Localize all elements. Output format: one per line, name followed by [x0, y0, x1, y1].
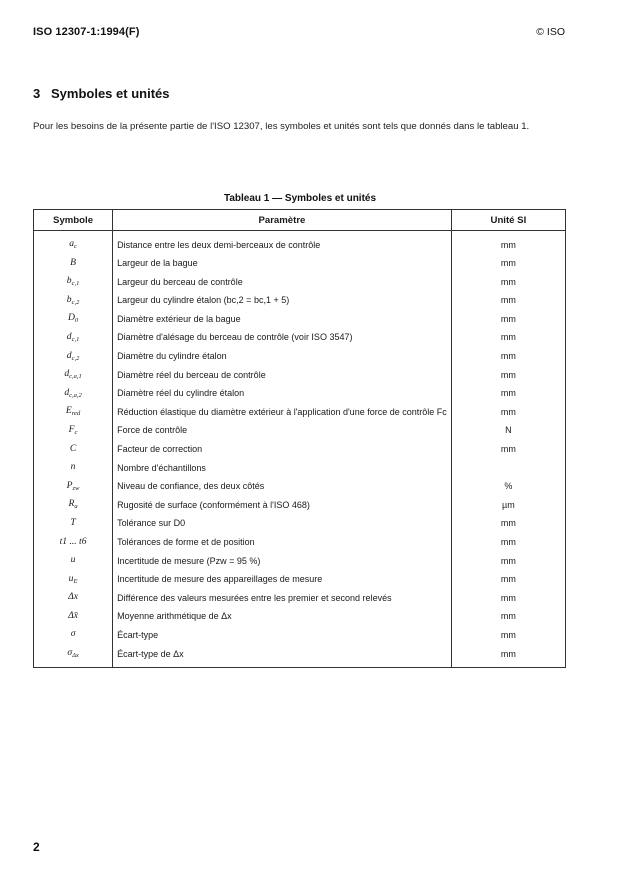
unit-cell: mm	[451, 348, 565, 367]
symbol-cell	[34, 231, 113, 255]
symbol-text: C	[69, 442, 77, 454]
symbol-subscript: c,a,2	[69, 391, 82, 399]
symbol-text: u	[68, 572, 74, 584]
symbol-text: n	[70, 461, 76, 473]
table-row	[34, 329, 566, 348]
parameter-cell: Incertitude de mesure des appareillages de mesure	[113, 571, 452, 590]
symbol-text: R	[68, 498, 75, 510]
table-row	[34, 589, 566, 608]
table-caption: Tableau 1 — Symboles et unités	[223, 193, 377, 204]
header-symbol: Symbole	[34, 210, 113, 231]
table-row	[34, 255, 566, 274]
page-number: 2	[33, 840, 40, 854]
unit-cell: mm	[451, 571, 565, 590]
unit-cell: mm	[451, 552, 565, 571]
parameter-cell: Largeur du berceau de contrôle	[113, 273, 452, 292]
unit-cell: mm	[451, 589, 565, 608]
table-row	[34, 310, 566, 329]
symbol-cell	[34, 403, 113, 422]
symbol-text: E	[65, 405, 72, 417]
copyright-mark: © ISO	[536, 26, 565, 38]
symbol-text: a	[69, 238, 74, 249]
symbol-cell	[34, 385, 113, 404]
section-title: Symboles et unités	[51, 86, 170, 101]
unit-cell: mm	[451, 292, 565, 311]
table-row	[34, 534, 566, 553]
symbol-subscript: c	[74, 243, 77, 250]
section-number: 3	[33, 86, 41, 101]
symbol-text: d	[66, 349, 72, 361]
table-row	[34, 496, 566, 515]
unit-cell: mm	[451, 645, 565, 667]
unit-cell: %	[451, 478, 565, 497]
symbol-text: P	[66, 479, 73, 491]
unit-cell: mm	[451, 366, 565, 385]
table-row	[34, 366, 566, 385]
symbol-subscript: c,1	[71, 335, 80, 343]
symbol-cell	[34, 478, 113, 497]
unit-cell: mm	[451, 273, 565, 292]
symbol-subscript: c,2	[71, 354, 80, 362]
symbol-cell	[34, 348, 113, 367]
symbol-text: d	[64, 368, 70, 380]
table-row	[34, 403, 566, 422]
header-parameter: Paramètre	[113, 210, 452, 231]
symbol-text: D	[67, 312, 75, 324]
parameter-cell: Incertitude de mesure (Pzw = 95 %)	[113, 552, 452, 571]
table-row	[34, 459, 566, 478]
section-heading	[33, 86, 169, 101]
symbol-text: d	[66, 330, 72, 342]
table-row	[34, 571, 566, 590]
symbol-text: σ	[70, 628, 76, 640]
unit-cell: mm	[451, 255, 565, 274]
symbol-subscript: a	[74, 503, 78, 511]
unit-cell: mm	[451, 515, 565, 534]
unit-cell: mm	[451, 329, 565, 348]
symbol-subscript: c	[74, 428, 78, 436]
parameter-cell: Force de contrôle	[113, 422, 452, 441]
symbol-subscript: c,1	[71, 280, 80, 288]
table-row	[34, 626, 566, 645]
symbol-cell	[34, 626, 113, 645]
symbol-cell	[34, 366, 113, 385]
table-row	[34, 385, 566, 404]
unit-cell: mm	[451, 534, 565, 553]
symbol-cell	[34, 589, 113, 608]
symbol-subscript: c,2	[71, 298, 80, 306]
table-row	[34, 292, 566, 311]
symbol-cell	[34, 459, 113, 478]
unit-cell: mm	[451, 608, 565, 627]
symbol-subscript: c,a,1	[69, 373, 82, 381]
unit-cell: mm	[451, 385, 565, 404]
unit-cell: mm	[451, 626, 565, 645]
table-row	[34, 608, 566, 627]
parameter-cell: Moyenne arithmétique de Δx	[113, 608, 452, 627]
table-row	[34, 515, 566, 534]
parameter-cell: Niveau de confiance, des deux côtés	[113, 478, 452, 497]
symbol-cell	[34, 273, 113, 292]
parameter-cell: Tolérance sur D0	[113, 515, 452, 534]
symbol-subscript: red	[71, 410, 81, 418]
table-row	[34, 645, 566, 667]
symbol-cell	[34, 310, 113, 329]
unit-cell: mm	[451, 441, 565, 460]
symbol-text: σ	[67, 647, 73, 659]
symbol-subscript: zw	[72, 484, 80, 492]
symbol-cell	[34, 515, 113, 534]
parameter-cell: Rugosité de surface (conformément à l'ISO 468)	[113, 496, 452, 515]
header-unit: Unité SI	[451, 210, 565, 231]
symbol-subscript: Δx	[72, 652, 79, 660]
symbol-text: B	[70, 256, 76, 268]
parameter-cell: Diamètre réel du cylindre étalon	[113, 385, 452, 404]
symbol-cell	[34, 292, 113, 311]
parameter-cell: Différence des valeurs mesurées entre les premier et second relevés	[113, 589, 452, 608]
symbol-text: t1 ... t6	[59, 535, 87, 547]
unit-cell: mm	[451, 403, 565, 422]
symbol-cell	[34, 608, 113, 627]
table-row	[34, 273, 566, 292]
unit-cell: mm	[451, 310, 565, 329]
table-header-row	[34, 210, 566, 231]
symbol-text: b	[66, 293, 72, 305]
table-row	[34, 441, 566, 460]
table-row	[34, 552, 566, 571]
parameter-cell: Largeur du cylindre étalon (bc,2 = bc,1 + 5)	[113, 292, 452, 311]
parameter-cell: Diamètre d'alésage du berceau de contrôle (voir ISO 3547)	[113, 329, 452, 348]
parameter-cell: Écart-type	[113, 626, 452, 645]
symbol-cell	[34, 255, 113, 274]
parameter-cell: Largeur de la bague	[113, 255, 452, 274]
symbol-cell	[34, 645, 113, 667]
symbol-cell	[34, 329, 113, 348]
parameter-cell: Diamètre réel du berceau de contrôle	[113, 366, 452, 385]
table-row	[34, 422, 566, 441]
parameter-cell: Distance entre les deux demi-berceaux de contrôle	[113, 231, 452, 255]
symbols-table	[33, 209, 566, 668]
symbol-text: T	[70, 516, 76, 528]
symbol-subscript: E	[73, 577, 78, 585]
section-intro: Pour les besoins de la présente partie de l'ISO 12307, les symboles et unités sont tels que donnés dans le tableau 1.	[33, 120, 530, 132]
symbol-cell	[34, 552, 113, 571]
symbol-text: Δx̄	[68, 609, 78, 621]
table-row	[34, 348, 566, 367]
parameter-cell: Facteur de correction	[113, 441, 452, 460]
unit-cell: mm	[451, 231, 565, 255]
symbol-cell	[34, 422, 113, 441]
table-row	[34, 478, 566, 497]
symbol-text: d	[64, 386, 70, 398]
symbol-cell	[34, 441, 113, 460]
symbol-text: F	[68, 423, 75, 435]
symbol-subscript: 0	[74, 317, 79, 325]
parameter-cell: Diamètre extérieur de la bague	[113, 310, 452, 329]
parameter-cell: Écart-type de Δx	[113, 645, 452, 667]
symbol-cell	[34, 571, 113, 590]
document-id: ISO 12307-1:1994(F)	[33, 26, 140, 38]
symbol-text: u	[70, 554, 76, 566]
symbol-cell	[34, 534, 113, 553]
symbol-text: Δx	[68, 591, 78, 603]
parameter-cell: Diamètre du cylindre étalon	[113, 348, 452, 367]
symbol-cell	[34, 496, 113, 515]
unit-cell: N	[451, 422, 565, 441]
table-row	[34, 231, 566, 255]
unit-cell: µm	[451, 496, 565, 515]
parameter-cell: Tolérances de forme et de position	[113, 534, 452, 553]
parameter-cell: Réduction élastique du diamètre extérieur à l'application d'une force de contrôle Fc	[113, 403, 452, 422]
parameter-cell: Nombre d'échantillons	[113, 459, 452, 478]
unit-cell	[451, 459, 565, 478]
symbol-text: b	[66, 275, 72, 287]
